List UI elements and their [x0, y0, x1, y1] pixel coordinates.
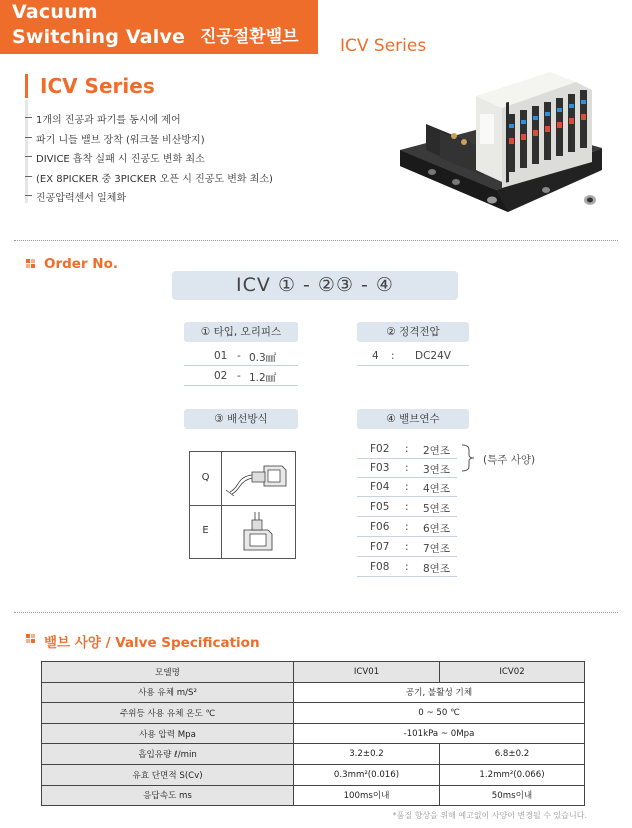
header-title-en-line2: Switching Valve — [12, 26, 186, 48]
spec-value: 100ms이내 — [294, 785, 440, 806]
spec-header-cell: ICV02 — [440, 662, 585, 683]
option-value: 0.3㎟ — [249, 352, 277, 364]
option-sep: : — [405, 521, 409, 533]
spec-value: 공기, 불활성 기체 — [294, 682, 585, 703]
order-section-title: Order No. — [44, 256, 119, 272]
spec-section-title: 밸브 사양 / Valve Specification — [44, 635, 260, 651]
spec-row — [42, 682, 585, 703]
valve-option-row — [357, 459, 457, 478]
option-sep: : — [405, 541, 409, 553]
spec-row — [42, 764, 585, 785]
option-code: F07 — [370, 541, 390, 553]
voltage-option-row — [357, 347, 469, 366]
option-value: DC24V — [415, 350, 451, 362]
spec-row — [42, 723, 585, 744]
spec-header-cell: ICV01 — [294, 662, 440, 683]
title-accent-bar — [25, 74, 28, 98]
valves-label: ④ 밸브연수 — [357, 409, 469, 429]
valve-option-row — [357, 440, 457, 459]
spec-row — [42, 744, 585, 765]
valve-option-row — [357, 478, 457, 497]
special-spec-brace — [461, 444, 477, 472]
header-title-en-line1: Vacuum — [12, 1, 98, 23]
spec-header-cell: 모델명 — [42, 662, 294, 683]
spec-label: 사용 압력 Mpa — [42, 723, 294, 744]
spec-value: 6.8±0.2 — [440, 744, 585, 765]
valve-manifold-photo — [396, 66, 604, 226]
spec-value: 50ms이내 — [440, 785, 585, 806]
section-bullet-icon — [26, 259, 36, 269]
special-spec-note: (특주 사양) — [483, 454, 536, 466]
spec-table — [41, 661, 585, 806]
e-connector-icon — [224, 508, 294, 556]
section-divider — [14, 612, 618, 613]
spec-value: -101kPa ~ 0Mpa — [294, 723, 585, 744]
spec-label: 응답속도 ms — [42, 785, 294, 806]
option-code: F05 — [370, 501, 390, 513]
option-code: F04 — [370, 481, 390, 493]
feature-item: DIVICE 흡착 실패 시 진공도 변화 최소 — [28, 150, 273, 170]
header-title-ko: 진공절환밸브 — [200, 27, 299, 47]
option-code: 4 — [372, 350, 379, 362]
valve-option-row — [357, 538, 457, 557]
section-bullet-icon — [26, 634, 36, 644]
order-code: ICV ① - ②③ - ④ — [172, 271, 458, 300]
spec-value: 0 ~ 50 ℃ — [294, 703, 585, 724]
spec-footnote: *품질 향상을 위해 예고없이 사양이 변경될 수 있습니다. — [392, 811, 587, 820]
feature-item: 파기 니들 밸브 장착 (워크물 비산방지) — [28, 131, 273, 151]
spec-label: 유효 단면적 S(Cv) — [42, 764, 294, 785]
wiring-code: E — [202, 525, 209, 536]
option-sep: : — [405, 481, 409, 493]
spec-header-row — [42, 662, 585, 683]
spec-value: 3.2±0.2 — [294, 744, 440, 765]
option-sep: - — [237, 370, 241, 382]
option-value: 2연조 — [423, 445, 450, 457]
voltage-label: ② 정격전압 — [357, 322, 469, 342]
option-value: 1.2㎟ — [249, 372, 277, 384]
option-sep: : — [391, 350, 395, 362]
spec-label: 사용 유체 m/S² — [42, 682, 294, 703]
spec-value: 1.2mm²(0.066) — [440, 764, 585, 785]
type-label: ① 타입, 오리피스 — [184, 322, 298, 342]
wiring-code: Q — [201, 472, 210, 483]
feature-item: (EX 8PICKER 중 3PICKER 오픈 시 진공도 변화 최소) — [28, 170, 273, 190]
feature-list — [28, 111, 273, 209]
option-code: 01 — [214, 350, 228, 362]
option-value: 6연조 — [423, 523, 450, 535]
option-code: F03 — [370, 462, 390, 474]
option-value: 4연조 — [423, 483, 450, 495]
option-sep: : — [405, 462, 409, 474]
wiring-table — [189, 451, 296, 559]
option-value: 8연조 — [423, 563, 450, 575]
section-divider — [14, 240, 618, 241]
header-series: ICV Series — [340, 36, 427, 56]
option-value: 7연조 — [423, 543, 450, 555]
spec-label: 흡입유량 ℓ/min — [42, 744, 294, 765]
q-connector-icon — [224, 456, 294, 502]
wiring-label: ③ 배선방식 — [184, 409, 298, 429]
option-code: 02 — [214, 370, 228, 382]
product-title: ICV Series — [40, 74, 155, 98]
feature-item: 진공압력센서 일체화 — [28, 189, 273, 209]
valve-option-row — [357, 558, 457, 577]
feature-item: 1개의 진공과 파기를 동시에 제어 — [28, 111, 273, 131]
option-sep: : — [405, 561, 409, 573]
option-sep: : — [405, 443, 409, 455]
option-code: F02 — [370, 443, 390, 455]
valve-option-row — [357, 518, 457, 537]
type-option-row — [184, 367, 298, 386]
spec-row — [42, 703, 585, 724]
valve-option-row — [357, 498, 457, 517]
option-sep: - — [237, 350, 241, 362]
option-code: F08 — [370, 561, 390, 573]
option-sep: : — [405, 501, 409, 513]
spec-row — [42, 785, 585, 806]
spec-value: 0.3mm²(0.016) — [294, 764, 440, 785]
option-value: 3연조 — [423, 464, 450, 476]
type-option-row — [184, 347, 298, 366]
spec-label: 주위등 사용 유체 온도 ℃ — [42, 703, 294, 724]
option-code: F06 — [370, 521, 390, 533]
option-value: 5연조 — [423, 503, 450, 515]
